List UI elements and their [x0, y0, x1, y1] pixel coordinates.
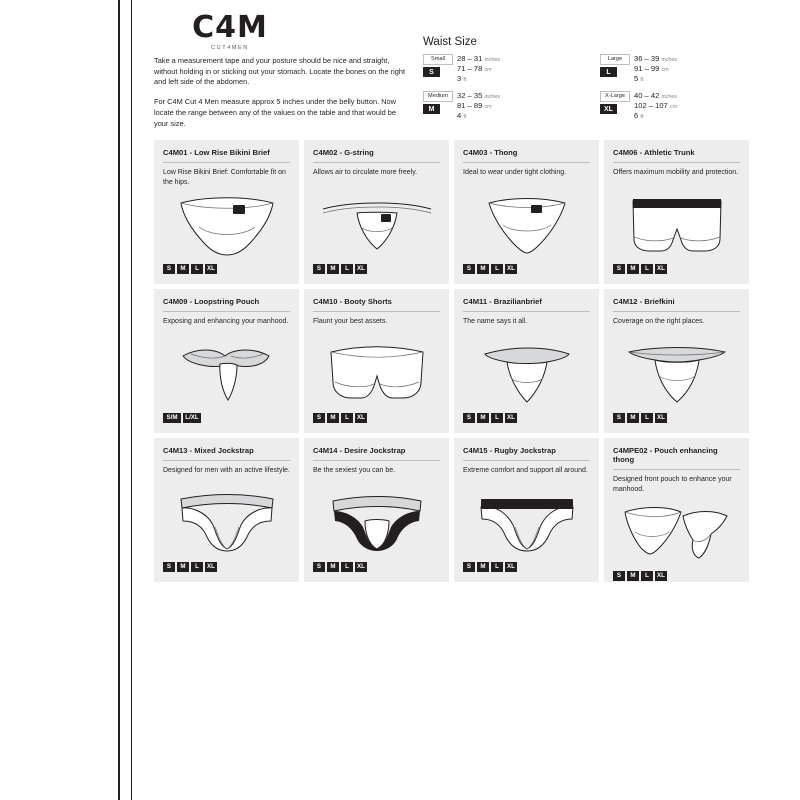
product-sizes	[613, 264, 740, 274]
unit-inches-medium: inches	[484, 94, 501, 100]
product-sizes	[313, 264, 440, 274]
product-grid	[154, 140, 800, 582]
product-illustration-rugby-jockstrap	[463, 490, 590, 558]
size-chip: S	[613, 264, 625, 274]
product-sizes	[463, 264, 590, 274]
size-chip: L	[491, 413, 503, 423]
product-description: Offers maximum mobility and protection.	[613, 169, 739, 176]
product-card[interactable]	[454, 140, 599, 284]
size-chip: M	[177, 264, 189, 274]
size-row-large	[600, 54, 777, 87]
size-chip: L	[641, 413, 653, 423]
product-card[interactable]	[604, 140, 749, 284]
unit-cm-medium: cm	[484, 104, 492, 111]
size-chip: XL	[655, 413, 667, 423]
size-cm-small: 71 – 78	[457, 64, 483, 74]
unit-ft-small: ft	[463, 77, 467, 84]
product-title: C4M11 - Brazilianbrief	[463, 297, 590, 312]
size-chip: L	[641, 264, 653, 274]
product-title: C4M14 - Desire Jockstrap	[313, 446, 440, 461]
size-chip: S	[613, 571, 625, 581]
intro-text	[154, 56, 412, 138]
product-illustration-mixed-jockstrap	[163, 490, 290, 558]
product-title: C4MPE02 - Pouch enhancing thong	[613, 446, 740, 470]
size-chip: M	[627, 571, 639, 581]
product-illustration-bikini-brief	[163, 192, 290, 260]
size-chip: S	[463, 413, 475, 423]
unit-ft-medium: ft	[463, 114, 467, 121]
unit-inches-xlarge: inches	[661, 94, 678, 100]
size-name-medium: Medium	[423, 91, 453, 102]
size-chip: M	[327, 264, 339, 274]
intro-paragraph-2: For C4M Cut 4 Men measure approx 5 inches under the belly button. Now locate the range between any of the values on the table and that would be your size.	[154, 97, 397, 128]
product-title: C4M03 - Thong	[463, 148, 590, 163]
size-chip: L	[491, 562, 503, 572]
size-letter-medium: M	[423, 104, 440, 114]
size-chip: XL	[655, 571, 667, 581]
product-title: C4M09 - Loopstring Pouch	[163, 297, 290, 312]
content-area	[146, 0, 800, 800]
logo-subtitle: CUT4MEN	[211, 45, 249, 51]
size-chip: L	[191, 264, 203, 274]
product-description: Coverage on the right places.	[613, 318, 705, 325]
product-sizes	[463, 413, 590, 423]
product-illustration-pouch-enhancing-thong	[613, 499, 740, 567]
unit-ft-xlarge: ft	[640, 114, 644, 121]
product-sizes	[463, 562, 590, 572]
product-description: Designed front pouch to enhance your manhood.	[613, 476, 732, 493]
product-card[interactable]	[154, 289, 299, 433]
size-ft-small: 3	[457, 74, 462, 84]
product-illustration-thong	[463, 192, 590, 260]
size-chip: L	[341, 562, 353, 572]
size-chip: M	[327, 413, 339, 423]
size-ft-large: 5	[634, 74, 639, 84]
unit-cm-small: cm	[484, 67, 492, 74]
size-chip: L	[491, 264, 503, 274]
product-description: Allows air to circulate more freely.	[313, 169, 418, 176]
product-illustration-athletic-trunk	[613, 192, 740, 260]
unit-inches-large: inches	[661, 57, 678, 63]
unit-ft-large: ft	[640, 77, 644, 84]
size-chip: XL	[505, 562, 517, 572]
left-rule-outer	[118, 0, 120, 800]
product-description: Low Rise Bikini Brief: Comfortable fit on the hips.	[163, 169, 286, 186]
size-ft-medium: 4	[457, 111, 462, 121]
product-description: Exposing and enhancing your manhood.	[163, 318, 289, 325]
size-chip: L	[641, 571, 653, 581]
waist-size-table	[423, 36, 778, 124]
header	[146, 0, 800, 132]
size-chip: M	[477, 562, 489, 572]
size-name-large: Large	[600, 54, 630, 65]
size-chip: M	[477, 264, 489, 274]
size-chip: L	[191, 562, 203, 572]
size-row-medium	[423, 91, 600, 124]
product-card[interactable]	[454, 438, 599, 582]
product-title: C4M01 - Low Rise Bikini Brief	[163, 148, 290, 163]
size-chip: XL	[205, 562, 217, 572]
size-letter-large: L	[600, 67, 617, 77]
unit-inches-small: inches	[484, 57, 501, 63]
product-description: The name says it all.	[463, 318, 528, 325]
left-rule-inner	[131, 0, 132, 800]
size-chip: L/XL	[183, 413, 201, 423]
size-chip: XL	[355, 413, 367, 423]
size-chip: S	[463, 562, 475, 572]
product-description: Flaunt your best assets.	[313, 318, 388, 325]
product-card[interactable]	[304, 438, 449, 582]
size-row-small	[423, 54, 600, 87]
product-card[interactable]	[454, 289, 599, 433]
product-title: C4M13 - Mixed Jockstrap	[163, 446, 290, 461]
size-chip: XL	[505, 264, 517, 274]
brand-logo	[155, 10, 305, 51]
size-chip: S	[163, 562, 175, 572]
product-description: Ideal to wear under tight clothing.	[463, 169, 567, 176]
product-sizes	[163, 562, 290, 572]
product-title: C4M15 - Rugby Jockstrap	[463, 446, 590, 461]
product-illustration-booty-shorts	[313, 341, 440, 409]
intro-paragraph-1: Take a measurement tape and your posture should be nice and straight, without holding in or sticking out your stomach. Locate the bones on the right and left side of the abdomen.	[154, 56, 406, 87]
product-title: C4M02 - G-string	[313, 148, 440, 163]
product-sizes	[613, 571, 740, 581]
product-card[interactable]	[154, 438, 299, 582]
size-chip: XL	[205, 264, 217, 274]
size-chip: M	[327, 562, 339, 572]
size-letter-xlarge: XL	[600, 104, 617, 114]
product-description: Be the sexiest you can be.	[313, 467, 396, 474]
size-chip: L	[341, 264, 353, 274]
size-chip: S	[313, 264, 325, 274]
size-ft-xlarge: 6	[634, 111, 639, 121]
product-card[interactable]	[604, 289, 749, 433]
size-chip: XL	[505, 413, 517, 423]
size-chip: XL	[355, 264, 367, 274]
product-sizes	[163, 413, 290, 423]
size-inches-large: 36 – 39	[634, 54, 660, 63]
product-sizes	[313, 413, 440, 423]
size-chip: S/M	[163, 413, 181, 423]
unit-cm-xlarge: cm	[669, 104, 678, 111]
size-inches-medium: 32 – 35	[457, 91, 483, 100]
product-title: C4M10 - Booty Shorts	[313, 297, 440, 312]
size-name-xlarge: X-Large	[600, 91, 630, 102]
product-sizes	[613, 413, 740, 423]
waist-column-left	[423, 54, 600, 124]
size-letter-small: S	[423, 67, 440, 77]
product-description: Designed for men with an active lifestyle.	[163, 467, 290, 474]
product-illustration-loopstring-pouch	[163, 341, 290, 409]
size-chip: S	[463, 264, 475, 274]
product-sizes	[313, 562, 440, 572]
product-illustration-desire-jockstrap	[313, 490, 440, 558]
size-chip: S	[163, 264, 175, 274]
unit-cm-large: cm	[661, 67, 669, 74]
size-chip: M	[177, 562, 189, 572]
size-chip: M	[627, 264, 639, 274]
size-chip: S	[313, 562, 325, 572]
size-inches-small: 28 – 31	[457, 54, 483, 63]
product-description: Extreme comfort and support all around.	[463, 467, 588, 474]
size-chip: XL	[655, 264, 667, 274]
waist-column-right	[600, 54, 777, 124]
product-card[interactable]	[304, 289, 449, 433]
product-title: C4M06 - Athletic Trunk	[613, 148, 740, 163]
size-cm-medium: 81 – 89	[457, 101, 483, 111]
size-chip: L	[341, 413, 353, 423]
size-chip: XL	[355, 562, 367, 572]
size-chip: M	[627, 413, 639, 423]
size-name-small: Small	[423, 54, 453, 65]
product-illustration-briefkini	[613, 341, 740, 409]
product-card[interactable]	[604, 438, 749, 582]
product-illustration-brazilian-brief	[463, 341, 590, 409]
size-chip: M	[477, 413, 489, 423]
size-cm-large: 91 – 99	[634, 64, 660, 74]
product-card[interactable]	[154, 140, 299, 284]
size-inches-xlarge: 40 – 42	[634, 91, 660, 100]
size-row-xlarge	[600, 91, 777, 124]
logo-wordmark: C4M	[192, 10, 268, 45]
size-chip: S	[613, 413, 625, 423]
product-title: C4M12 - Briefkini	[613, 297, 740, 312]
size-chip: S	[313, 413, 325, 423]
product-sizes	[163, 264, 290, 274]
product-illustration-g-string	[313, 192, 440, 260]
size-cm-xlarge: 102 – 107	[634, 101, 668, 111]
waist-size-title: Waist Size	[423, 36, 477, 48]
product-card[interactable]	[304, 140, 449, 284]
